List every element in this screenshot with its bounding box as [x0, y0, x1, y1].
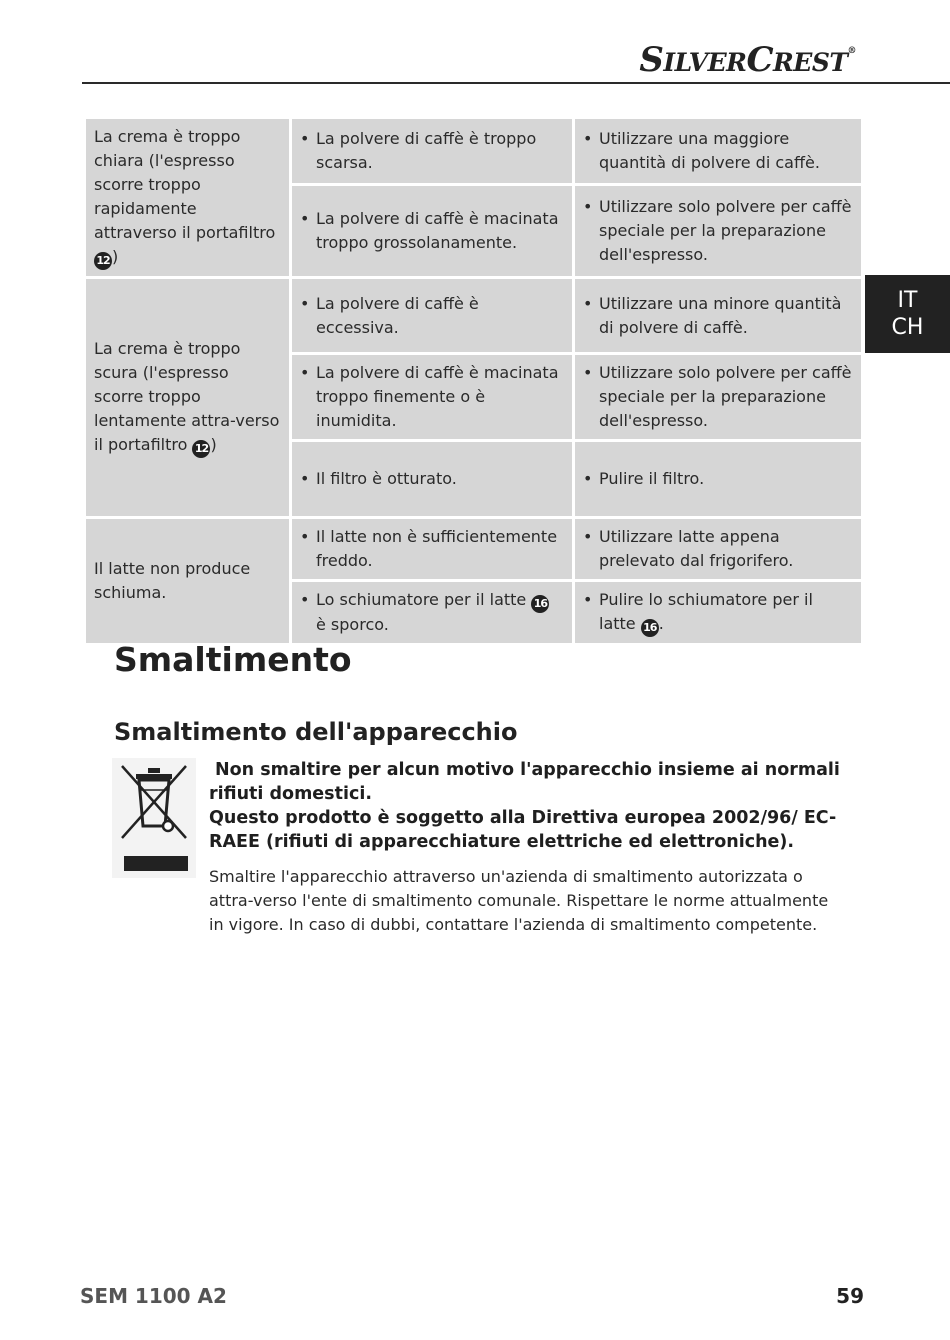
bullet-icon: •	[300, 363, 310, 382]
model-number: SEM 1100 A2	[80, 1284, 227, 1308]
solution-text: Utilizzare solo polvere per caffè speciale per la preparazione dell'espresso.	[599, 363, 852, 430]
disposal-warning	[209, 758, 859, 854]
problem-cell	[85, 278, 291, 518]
solution-text: Pulire il filtro.	[599, 469, 705, 488]
cause-cell	[291, 518, 574, 581]
cause-text: La polvere di caffè è macinata troppo finemente o è inumidita.	[316, 363, 559, 430]
bullet-icon: •	[300, 293, 310, 313]
language-code-ch: CH	[891, 315, 924, 340]
cause-text-part: Lo schiumatore per il latte	[316, 590, 527, 609]
table-row	[85, 518, 863, 581]
cause-text: La polvere di caffè è troppo scarsa.	[316, 129, 537, 173]
part-number-badge: 12	[192, 440, 210, 458]
solution-text	[599, 588, 853, 637]
part-number-badge: 16	[641, 619, 659, 637]
part-number-badge: 12	[94, 252, 112, 270]
cause-cell	[291, 185, 574, 278]
bullet-icon: •	[300, 129, 310, 149]
problem-text: Il latte non produce schiuma.	[94, 559, 251, 602]
problem-cell	[85, 518, 291, 645]
solution-text: Utilizzare una maggiore quantità di polvere di caffè.	[599, 129, 820, 173]
cause-cell	[291, 581, 574, 645]
bullet-icon: •	[583, 469, 593, 488]
language-tab	[865, 275, 950, 353]
bullet-icon: •	[583, 363, 593, 382]
part-number-badge: 16	[531, 595, 549, 613]
brand-text: REST	[773, 48, 848, 77]
solution-text: Utilizzare solo polvere per caffè speciale per la preparazione dell'espresso.	[599, 197, 852, 265]
solution-cell	[574, 518, 863, 581]
directive-text: Questo prodotto è soggetto alla Direttiva europea 2002/96/ EC-RAEE (rifiuti di apparecchiature elettriche ed elettroniche).	[209, 808, 837, 852]
cause-text	[316, 588, 564, 637]
cause-text-part: è sporco.	[316, 615, 389, 634]
brand-letter: S	[639, 40, 664, 80]
solution-text-part: .	[658, 614, 664, 633]
bullet-icon: •	[583, 590, 593, 609]
solution-cell	[574, 118, 863, 185]
brand-logo	[639, 40, 856, 80]
solution-cell	[574, 581, 863, 645]
cause-text: La polvere di caffè è macinata troppo grossolanamente.	[316, 209, 559, 253]
solution-text: Utilizzare una minore quantità di polvere di caffè.	[599, 293, 842, 337]
cause-cell	[291, 278, 574, 354]
disposal-instructions: Smaltire l'apparecchio attraverso un'azienda di smaltimento autorizzata o attra-verso l'ente di smaltimento comunale. Rispettare le norme attualmente in vigore. In caso di dubbi, contattare l'azienda di smaltimento competente.	[209, 867, 829, 934]
language-code-it: IT	[897, 288, 918, 313]
bullet-icon: •	[300, 209, 310, 229]
problem-suffix: )	[210, 435, 217, 454]
solution-cell	[574, 354, 863, 441]
section-title: Smaltimento	[114, 640, 352, 679]
bullet-icon: •	[300, 469, 310, 488]
solution-text: Utilizzare latte appena prelevato dal frigorifero.	[599, 527, 794, 570]
cause-text: Il filtro è otturato.	[316, 469, 457, 488]
bullet-icon: •	[300, 590, 310, 609]
problem-cell	[85, 118, 291, 278]
table-row	[85, 118, 863, 185]
solution-text-part: Pulire lo schiumatore per il latte	[599, 590, 813, 633]
cause-text: Il latte non è sufficientemente freddo.	[316, 527, 558, 570]
brand-letter: C	[746, 40, 773, 80]
troubleshooting-table	[83, 116, 864, 646]
weee-crossed-bin-icon	[112, 758, 196, 878]
brand-text: ILVER	[663, 48, 747, 77]
bullet-icon: •	[583, 293, 593, 313]
solution-cell	[574, 185, 863, 278]
problem-text: La crema è troppo scura (l'espresso scorre troppo lentamente attra-verso il portafiltro	[94, 339, 280, 454]
table-row	[85, 278, 863, 354]
cause-cell	[291, 354, 574, 441]
solution-cell	[574, 441, 863, 518]
cause-cell	[291, 118, 574, 185]
cause-text: La polvere di caffè è eccessiva.	[316, 293, 479, 337]
section-subtitle: Smaltimento dell'apparecchio	[114, 718, 518, 746]
cause-cell	[291, 441, 574, 518]
bullet-icon: •	[583, 129, 593, 149]
bullet-icon: •	[300, 527, 310, 546]
warning-text: Non smaltire per alcun motivo l'apparecchio insieme ai normali rifiuti domestici.	[209, 760, 840, 804]
problem-suffix: )	[112, 247, 119, 266]
page-number: 59	[836, 1284, 864, 1308]
header-divider	[82, 82, 950, 84]
bullet-icon: •	[583, 527, 593, 546]
problem-text: La crema è troppo chiara (l'espresso scorre troppo rapidamente attraverso il portafiltro	[94, 127, 276, 242]
solution-cell	[574, 278, 863, 354]
bullet-icon: •	[583, 197, 593, 217]
registered-mark: ®	[847, 46, 856, 56]
